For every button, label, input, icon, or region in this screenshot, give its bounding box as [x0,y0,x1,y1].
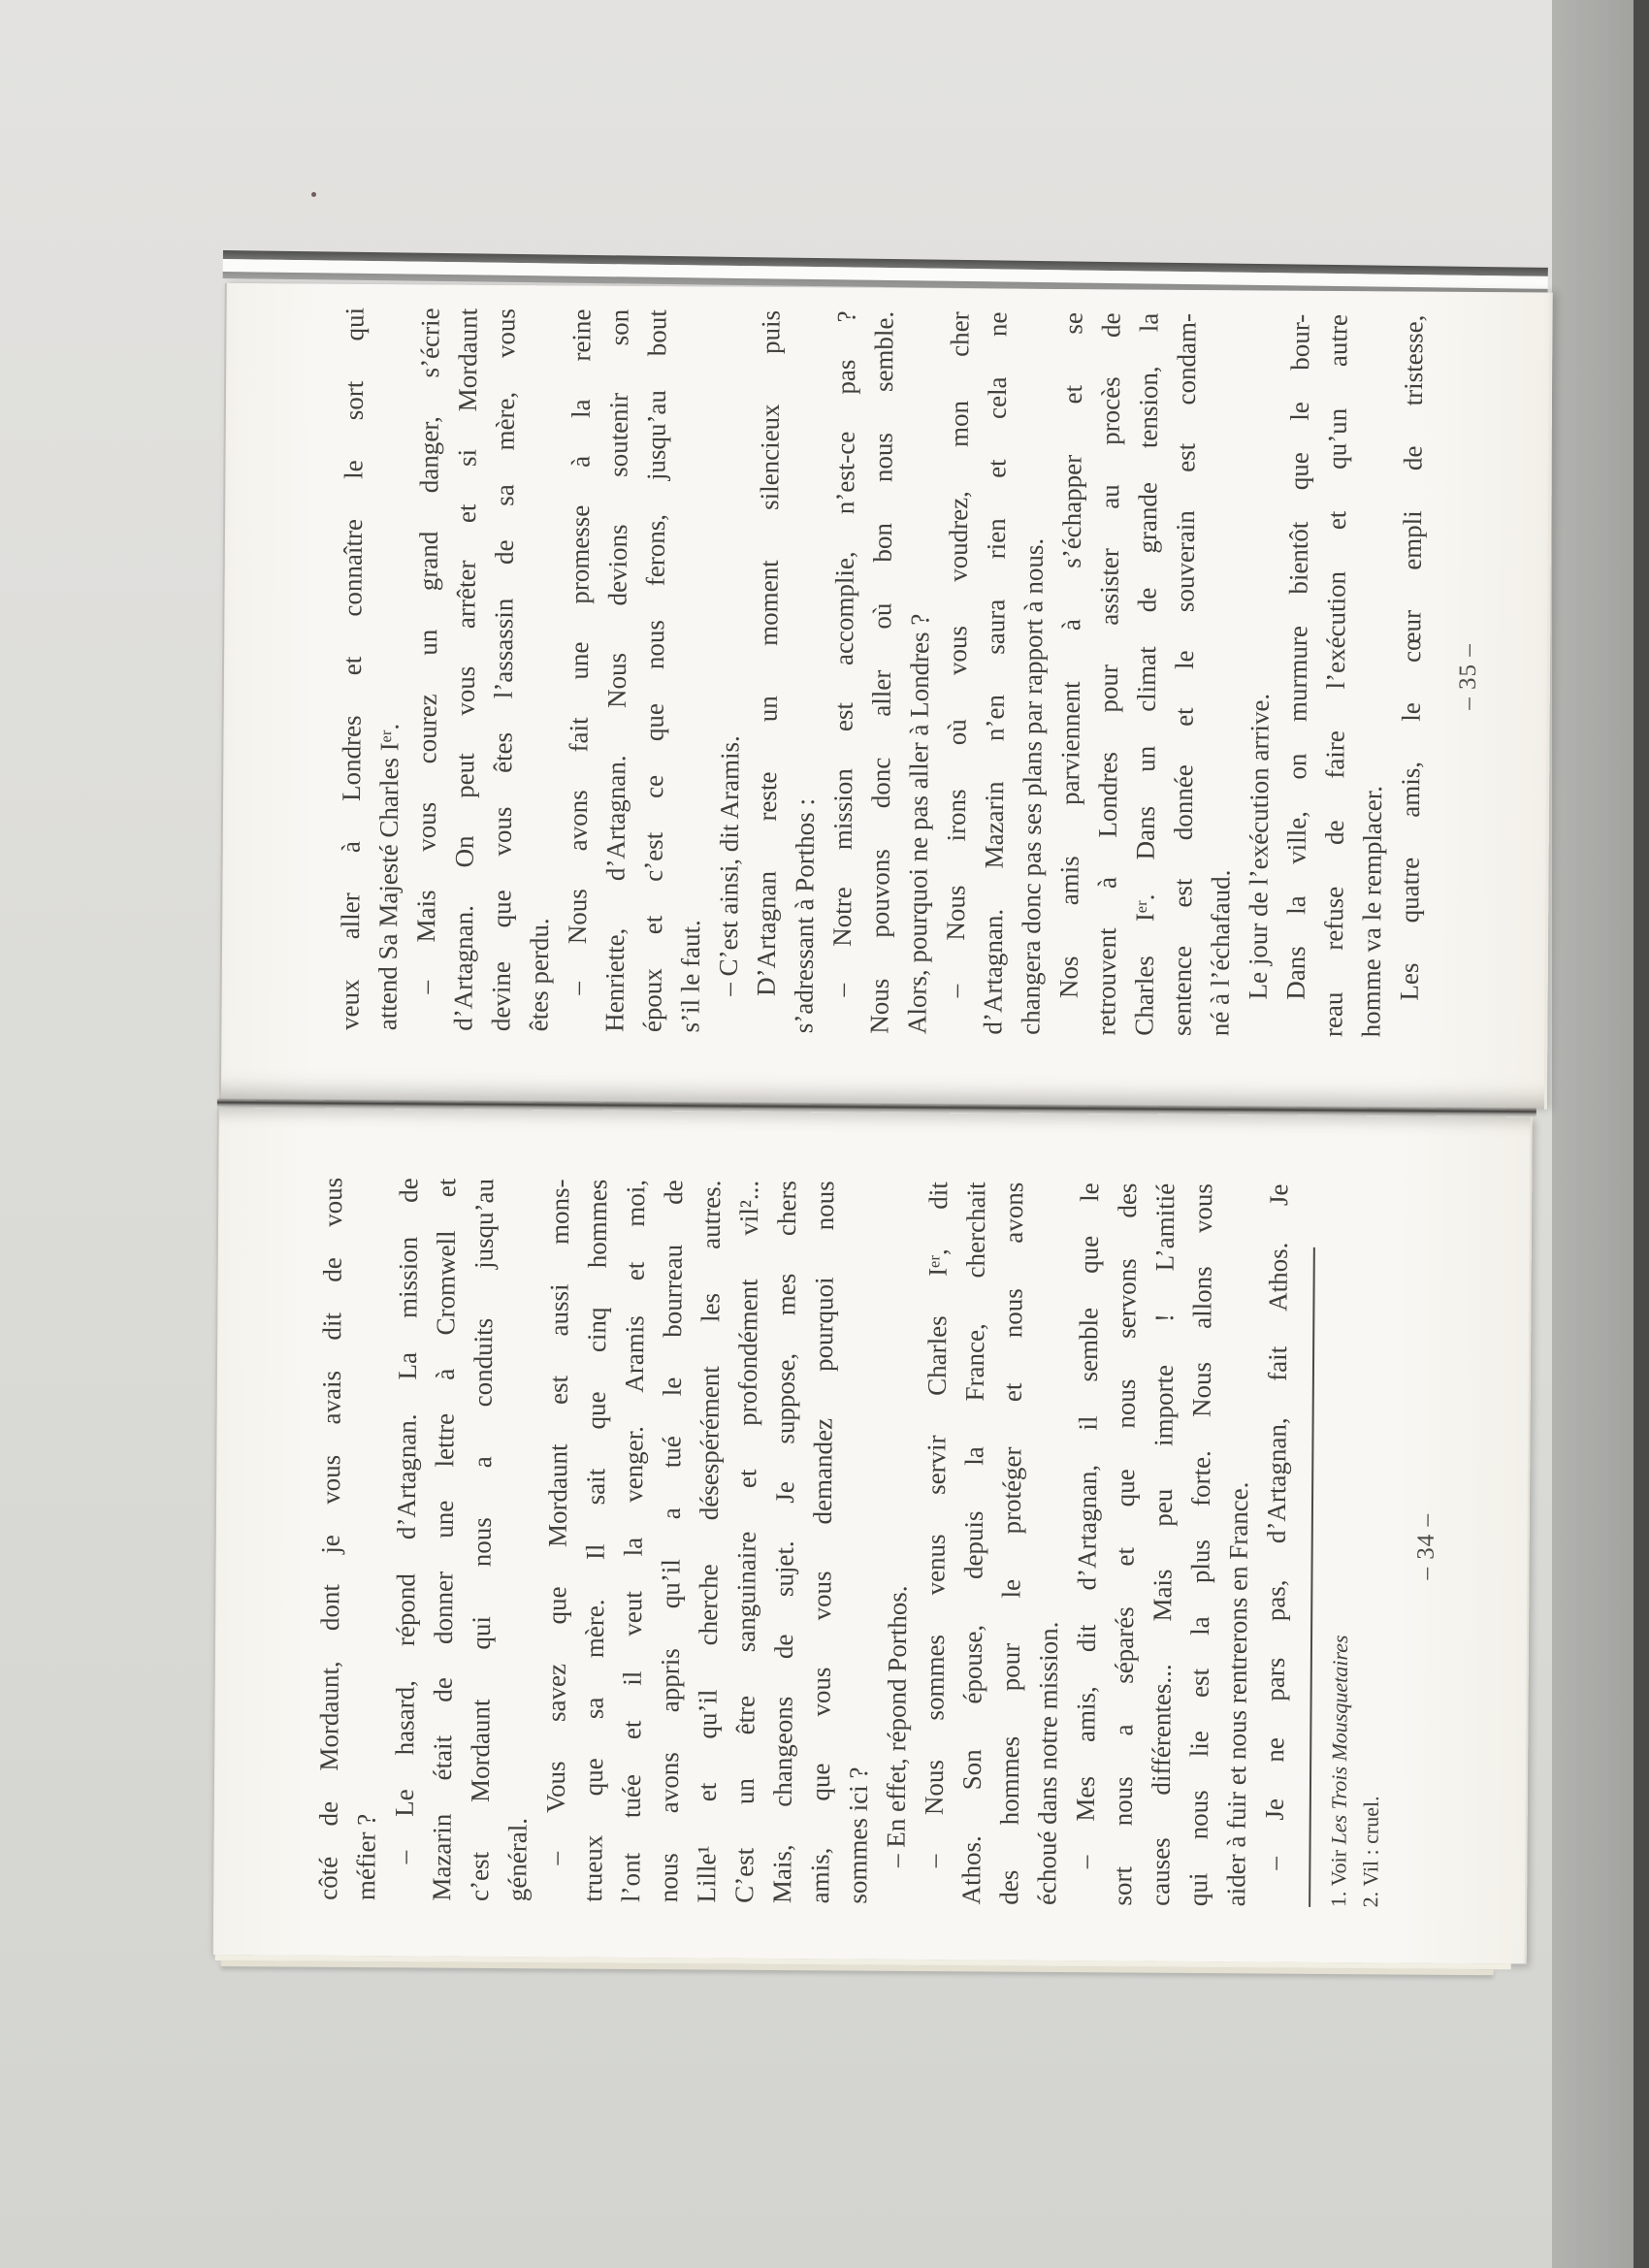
text-line: veux aller à Londres et connaître le sort qui [335,307,370,1031]
open-book [211,250,1550,1987]
text-line: – C’est ainsi, dit Aramis. [713,735,745,996]
footnote-line: 2. Vil : cruel. [1358,1796,1383,1908]
text-line: homme va le remplacer. [1356,785,1388,1038]
text-line: nous avons appris qu’il a tué le bourreau de [654,1180,689,1903]
text-line: – Nous sommes venus servir Charles Iᵉʳ, dit [919,1182,954,1868]
dust-speck [311,192,316,197]
text-line: retrouvent à Londres pour assister au procès de [1091,312,1126,1036]
text-line: sort nous a séparés et que nous servons des [1108,1183,1143,1906]
footnote-line: 1. Voir Les Trois Mousquetaires [1326,1635,1353,1908]
text-line: – En effet, répond Porthos. [881,1585,913,1867]
text-line: né à l’échafaud. [1205,869,1236,1037]
text-line: Alors, pourquoi ne pas aller à Londres ? [902,613,935,1035]
text-line: trueux que sa mère. Il sait que cinq hommes [578,1179,613,1902]
text-line: Les quatre amis, le cœur empli de tristesse, [1394,314,1429,1001]
footnote-rule [1309,1247,1315,1907]
text-line: s’il le faut. [675,920,706,1033]
text-line: Athos. Son épouse, depuis la France, cherchait [956,1182,991,1905]
page-34-text-block [309,1178,1447,1908]
page-35-lines [331,308,1433,1038]
text-line: sommes ici ? [843,1766,874,1904]
text-line: causes différentes... Mais peu importe ! L’amitié [1146,1183,1180,1906]
page-34-footnotes [1322,1184,1391,1907]
text-line: l’ont tuée et il veut la venger. Aramis et moi, [616,1179,651,1903]
text-line: amis, que vous vous demandez pourquoi nous [805,1181,840,1904]
text-line: sentence est donnée et le souverain est condam- [1167,312,1202,1037]
page-35-text-block [331,308,1489,1038]
text-line: Dans la ville, on murmure bientôt que le bour- [1280,313,1315,1000]
text-line: devine que vous êtes l’assassin de sa mère, vous [486,308,521,1032]
text-line: côté de Mordaunt, dont je vous avais dit de vous [313,1177,348,1900]
text-line: – Vous savez que Mordaunt est aussi mons- [540,1179,575,1865]
text-line: reau refuse de faire l’exécution et qu’un autre [1318,313,1353,1038]
text-line: – Nous avons fait une promesse à la reine [562,308,597,995]
text-line: D’Artagnan reste un moment silencieux puis [751,309,786,997]
text-line: s’adressant à Porthos : [789,797,821,1034]
text-line: Henriette, d’Artagnan. Nous devions soutenir son [599,308,634,1032]
text-line: général. [502,1817,533,1902]
text-line: Le jour de l’exécution arrive. [1243,693,1275,1000]
text-line: Mais, changeons de sujet. Je suppose, mes chers [767,1180,802,1904]
text-line: méfier ? [351,1813,381,1901]
scan-edge-strip [1633,0,1649,2268]
text-line: attend Sa Majesté Charles Iᵉʳ. [372,723,404,1031]
text-line: – Mes amis, dit d’Artagnan, il semble que le [1070,1183,1105,1869]
text-line: époux et c’est ce que nous ferons, jusqu’au bout [637,309,672,1033]
text-line: – Je ne pars pas, d’Artagnan, fait Athos. Je [1259,1183,1294,1870]
text-line: qui nous lie est la plus forte. Nous allons vous [1183,1183,1218,1907]
page-number-35: – 35 – [1454,643,1482,710]
text-line: Charles Iᵉʳ. Dans un climat de grande tension, la [1129,312,1164,1036]
text-line: – Notre mission est accomplie, n’est-ce pas ? [826,310,861,997]
text-line: d’Artagnan. On peut vous arrêter et si Mordaunt [448,308,483,1031]
text-line: changera donc pas ses plans par rapport à nous. [1016,537,1049,1035]
text-line: Nos amis parviennent à s’échapper et se [1053,312,1088,999]
text-line: – Mais vous courez un grand danger, s’écrie [410,308,445,994]
text-line: Lille¹ et qu’il cherche désespérément les autres. [692,1180,727,1903]
text-line: êtes perdu. [524,918,555,1032]
text-line: Nous pouvons donc aller où bon nous semble. [864,310,899,1034]
text-line: d’Artagnan. Mazarin n’en saura rien et cela ne [978,311,1013,1035]
text-line: – Nous irons où vous voudrez, mon cher [940,311,975,998]
page-number-34: – 34 – [1412,1512,1439,1580]
text-line: – Le hasard, répond d’Artagnan. La mission de [389,1178,424,1864]
text-line: Mazarin était de donner une lettre à Cromwell et [427,1178,462,1901]
text-line: des hommes pour le protéger et nous avons [994,1182,1029,1905]
text-line: échoué dans notre mission. [1032,1621,1064,1906]
text-line: C’est un être sanguinaire et profondément vil²... [729,1180,764,1903]
page-34-lines [309,1178,1298,1907]
text-line: c’est Mordaunt qui nous a conduits jusqu’au [465,1178,500,1901]
text-line: aider à fuir et nous rentrerons en France. [1221,1481,1254,1907]
